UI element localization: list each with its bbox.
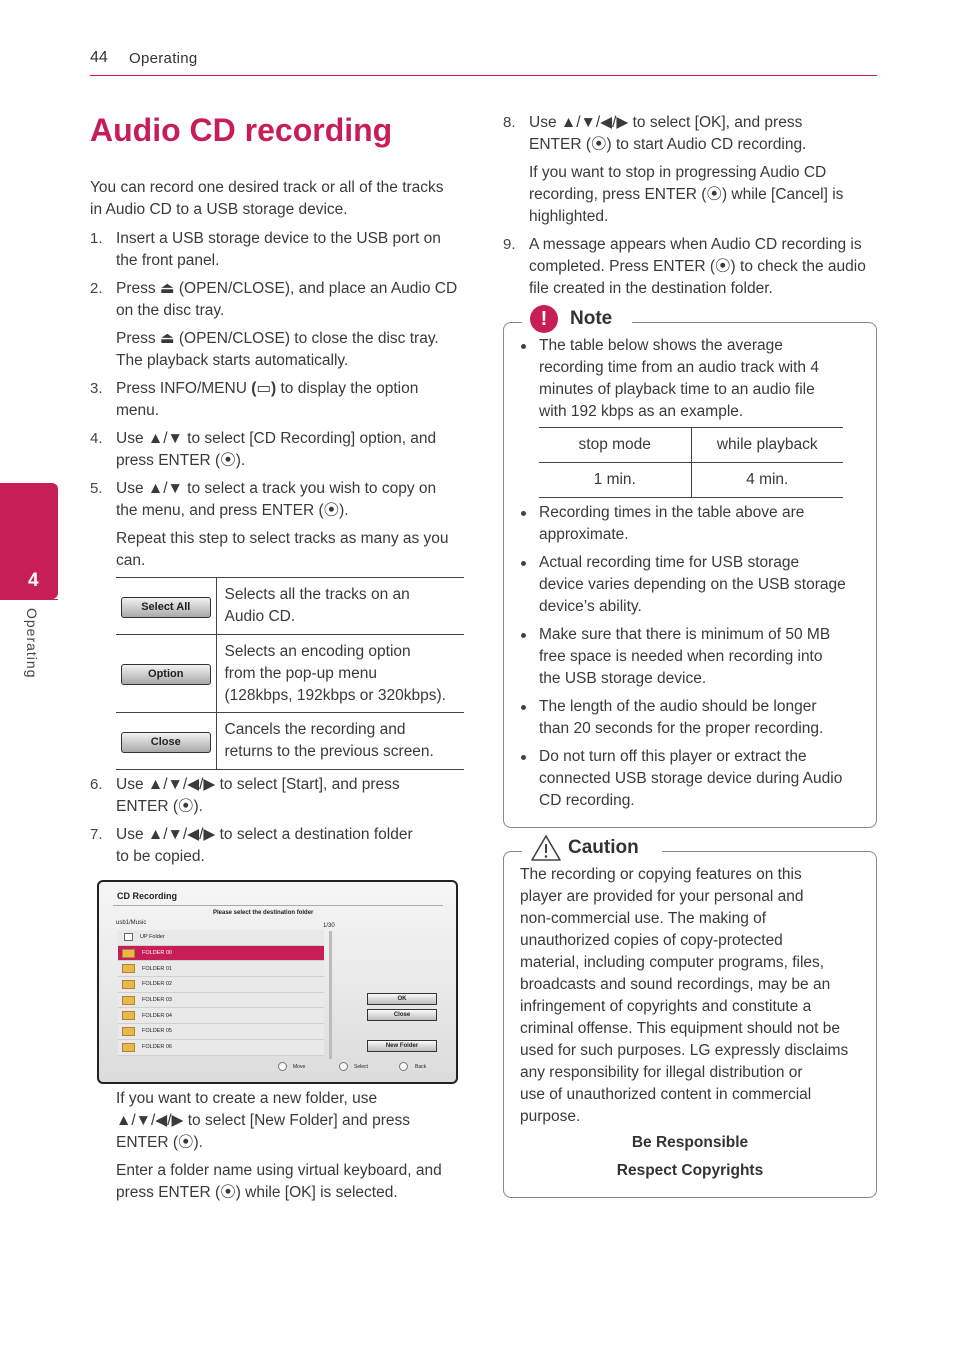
select-all-button[interactable]: Select All [121,597,211,618]
footer-back: Back [415,1064,427,1070]
step-4-text: Use ▲/▼ to select [CD Recording] option, and press ENTER (⦿). [116,430,437,469]
softkey-desc: Selects an encoding option from the pop-up menu (128kbps, 192kbps or 320kbps). [216,635,464,713]
caution-header [522,833,662,863]
step-3-number: 3. [90,380,103,397]
folder-list [118,930,324,1056]
close-button[interactable]: Close [121,732,211,753]
step-3-text: Press INFO/MENU (▭) to display the option menu. [116,380,419,419]
section-title: Operating [129,50,198,67]
table-row [539,463,843,498]
header-rule [90,75,877,76]
softkey-desc: Selects all the tracks on an Audio CD. [216,578,464,635]
screen-hint: Please select the destination folder [213,910,314,916]
step-9-number: 9. [503,236,516,253]
softkey-row [116,578,464,635]
cd-recording-screen [97,880,458,1084]
warning-triangle-icon [530,834,562,862]
note-bullet-4: Make sure that there is minimum of 50 MB free space is needed when recording into the USB storage device. [539,626,831,687]
list-item[interactable]: FOLDER 03 [118,993,324,1009]
screen-close-button[interactable]: Close [367,1009,437,1021]
step-8-extra: If you want to stop in progressing Audio CD recording, press ENTER (⦿) while [Cancel] is highlighted. [529,164,844,225]
step-7-extra-2: Enter a folder name using virtual keyboard, and press ENTER (⦿) while [OK] is selected. [116,1162,442,1201]
softkey-row [116,713,464,770]
table-cell: 1 min. [539,463,691,498]
list-item[interactable]: FOLDER 01 [118,961,324,977]
exclamation-icon: ! [530,305,558,333]
list-item[interactable]: FOLDER 02 [118,977,324,993]
screen-path: usb1/Music [116,920,147,926]
caution-text: The recording or copying features on this player are provided for your personal and non-commercial use. The making of unauthorized copies of copy-protected material, including computer programs, files, broadcasts and sound recordings, may be an infringement of copyrights and constitute a criminal offense. This equipment should not be used for such purposes. LG expressly disclaims any responsibility for illegal distribution or use of unauthorized content in commercial purpose. [520,866,849,1125]
slogan-respect-copyrights: Respect Copyrights [616,1162,764,1179]
step-5-text: Use ▲/▼ to select a track you wish to copy on the menu, and press ENTER (⦿). [116,480,437,519]
bullet-icon [521,344,526,349]
list-scrollbar[interactable] [329,931,332,1059]
list-item[interactable]: FOLDER 06 [118,1040,324,1056]
select-icon [339,1062,348,1071]
screen-title: CD Recording [117,891,178,901]
step-5-number: 5. [90,480,103,497]
folder-icon [122,964,135,973]
step-8-number: 8. [503,114,516,131]
bullet-icon [521,705,526,710]
step-9-text: A message appears when Audio CD recording is completed. Press ENTER (⦿) to check the audio file created in the destination folder. [529,236,866,297]
folder-icon [122,1011,135,1020]
note-bullet-1: The table below shows the average recording time from an audio track with 4 minutes of playback time to an audio file with 192 kbps as an example. [539,337,819,420]
caution-title: Caution [568,837,639,858]
note-header [522,304,632,334]
step-2-text: Press ⏏ (OPEN/CLOSE), and place an Audio CD on the disc tray. [116,280,458,319]
slogan-be-responsible: Be Responsible [631,1134,749,1151]
recording-time-table [539,427,843,498]
step-2-extra: Press ⏏ (OPEN/CLOSE) to close the disc tray. The playback starts automatically. [116,330,439,369]
table-row [539,428,843,463]
back-icon [399,1062,408,1071]
table-header-while-playback: while playback [691,428,843,463]
note-bullet-6: Do not turn off this player or extract the connected USB storage device during Audio CD recording. [539,748,843,809]
info-menu-icon: (▭) [251,380,277,397]
step-1-number: 1. [90,230,103,247]
step-6-number: 6. [90,776,103,793]
table-header-stop-mode: stop mode [539,428,691,463]
step-7-extra: If you want to create a new folder, use ▲/▼/◀/▶ to select [New Folder] and press ENTER (⦿). [116,1090,411,1151]
list-item[interactable]: FOLDER 00 [118,946,324,962]
softkey-row [116,635,464,713]
bullet-icon [521,755,526,760]
note-title: Note [570,308,613,329]
table-cell: 4 min. [691,463,843,498]
softkey-table [116,577,464,770]
step-5-extra: Repeat this step to select tracks as many as you can. [116,530,449,569]
list-item-up-folder[interactable]: UP Folder [118,930,324,946]
folder-icon [122,1043,135,1052]
footer-move: Move [293,1064,306,1070]
bullet-icon [521,561,526,566]
move-icon [278,1062,287,1071]
note-bullet-5: The length of the audio should be longer than 20 seconds for the proper recording. [539,698,824,737]
option-button[interactable]: Option [121,664,211,685]
folder-icon [122,996,135,1005]
note-bullet-2: Recording times in the table above are approximate. [539,504,805,543]
folder-icon [122,949,135,958]
list-item[interactable]: FOLDER 04 [118,1008,324,1024]
bullet-icon [521,511,526,516]
ok-button[interactable]: OK [367,993,437,1005]
step-7-number: 7. [90,826,103,843]
footer-select: Select [354,1064,368,1070]
step-6-text: Use ▲/▼/◀/▶ to select [Start], and press ENTER (⦿). [116,776,400,815]
chapter-number: 4 [28,570,39,591]
screen-page-counter: 1/30 [323,923,335,929]
bullet-icon [521,633,526,638]
page-number: 44 [90,49,108,66]
list-item[interactable]: FOLDER 05 [118,1024,324,1040]
page-title: Audio CD recording [90,112,393,148]
step-2-number: 2. [90,280,103,297]
new-folder-button[interactable]: New Folder [367,1040,437,1052]
intro: You can record one desired track or all of the tracks in Audio CD to a USB storage device. [90,179,444,218]
screen-title-rule [113,905,443,906]
up-folder-icon [124,933,133,941]
folder-icon [122,980,135,989]
folder-icon [122,1027,135,1036]
step-7-text: Use ▲/▼/◀/▶ to select a destination folder to be copied. [116,826,413,865]
chapter-label: Operating [24,608,40,679]
chapter-tab-rule [0,599,58,600]
softkey-desc: Cancels the recording and returns to the previous screen. [216,713,464,770]
note-bullet-3: Actual recording time for USB storage device varies depending on the USB storage device’s ability. [539,554,846,615]
step-8-text: Use ▲/▼/◀/▶ to select [OK], and press ENTER (⦿) to start Audio CD recording. [529,114,807,153]
step-1-text: Insert a USB storage device to the USB port on the front panel. [116,230,441,269]
step-4-number: 4. [90,430,103,447]
